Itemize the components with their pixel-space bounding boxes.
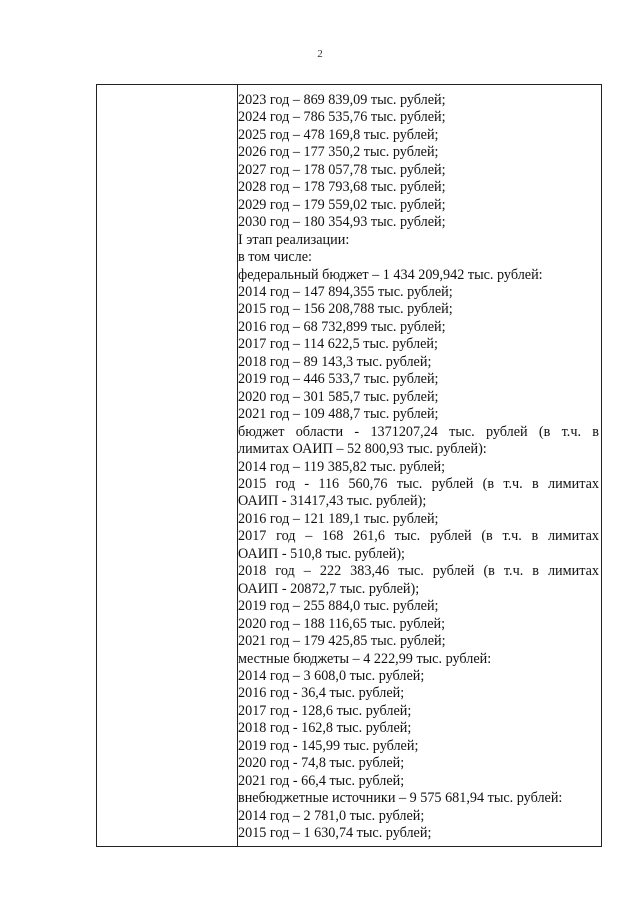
text-line: 2023 год – 869 839,09 тыс. рублей; [238,92,446,108]
text-line: 2014 год – 147 894,355 тыс. рублей; [238,283,453,300]
text-line: в том числе: [238,249,312,266]
table-right-cell [238,92,599,846]
text-line: 2016 год – 68 732,899 тыс. рублей; [238,318,446,335]
text-line: бюджет области - 1371207,24 тыс. рублей (в т.ч. в [238,423,599,440]
text-line: 2020 год - 74,8 тыс. рублей; [238,755,405,772]
text-line: 2027 год – 178 057,78 тыс. рублей; [238,161,446,178]
text-line: 2030 год – 180 354,93 тыс. рублей; [238,214,446,231]
text-line: федеральный бюджет – 1 434 209,942 тыс. рублей: [238,266,543,283]
text-line: 2017 год – 114 622,5 тыс. рублей; [238,336,438,353]
text-line: 2026 год – 177 350,2 тыс. рублей; [238,144,439,161]
text-line: ОАИП - 31417,43 тыс. рублей); [238,493,427,510]
text-line: 2024 год – 786 535,76 тыс. рублей; [238,109,446,126]
table-left-cell [97,85,238,846]
text-line: 2016 год – 121 189,1 тыс. рублей; [238,510,439,527]
text-line: 2020 год – 188 116,65 тыс. рублей; [238,615,446,632]
text-line: внебюджетные источники – 9 575 681,94 тыс. рублей: [238,790,563,807]
text-line: 2021 год – 109 488,7 тыс. рублей; [238,406,439,423]
text-line: 2017 год - 128,6 тыс. рублей; [238,702,412,719]
text-line: 2016 год - 36,4 тыс. рублей; [238,685,405,702]
text-line: 2018 год - 162,8 тыс. рублей; [238,720,412,737]
text-line: 2017 год – 168 261,6 тыс. рублей (в т.ч. в лимитах [238,528,599,545]
text-line: 2015 год - 116 560,76 тыс. рублей (в т.ч. в лимитах [238,475,599,492]
page-number: 2 [317,48,323,60]
text-line: 2015 год – 1 630,74 тыс. рублей; [238,825,432,842]
text-line: 2014 год – 119 385,82 тыс. рублей; [238,458,446,475]
text-line: 2029 год – 179 559,02 тыс. рублей; [238,196,446,213]
text-line: 2020 год – 301 585,7 тыс. рублей; [238,388,439,405]
text-line: I этап реализации: [238,231,350,248]
text-line: 2014 год – 3 608,0 тыс. рублей; [238,667,425,684]
text-line: 2019 год – 255 884,0 тыс. рублей; [238,598,439,615]
text-line: 2015 год – 156 208,788 тыс. рублей; [238,301,453,318]
text-line: 2018 год – 222 383,46 тыс. рублей (в т.ч. в лимитах [238,563,599,580]
funding-table [96,84,602,847]
text-line: 2019 год – 446 533,7 тыс. рублей; [238,371,439,388]
text-line: 2021 год - 66,4 тыс. рублей; [238,772,405,789]
text-line: 2019 год - 145,99 тыс. рублей; [238,737,419,754]
text-line: 2028 год – 178 793,68 тыс. рублей; [238,179,446,196]
text-line: 2014 год – 2 781,0 тыс. рублей; [238,807,425,824]
text-line: ОАИП - 20872,7 тыс. рублей); [238,580,420,597]
text-line: местные бюджеты – 4 222,99 тыс. рублей: [238,650,492,667]
text-line: 2025 год – 478 169,8 тыс. рублей; [238,126,439,143]
text-line: лимитах ОАИП – 52 800,93 тыс. рублей): [238,441,487,458]
text-line: ОАИП - 510,8 тыс. рублей); [238,545,405,562]
text-line: 2018 год – 89 143,3 тыс. рублей; [238,353,432,370]
text-line: 2021 год – 179 425,85 тыс. рублей; [238,633,446,650]
